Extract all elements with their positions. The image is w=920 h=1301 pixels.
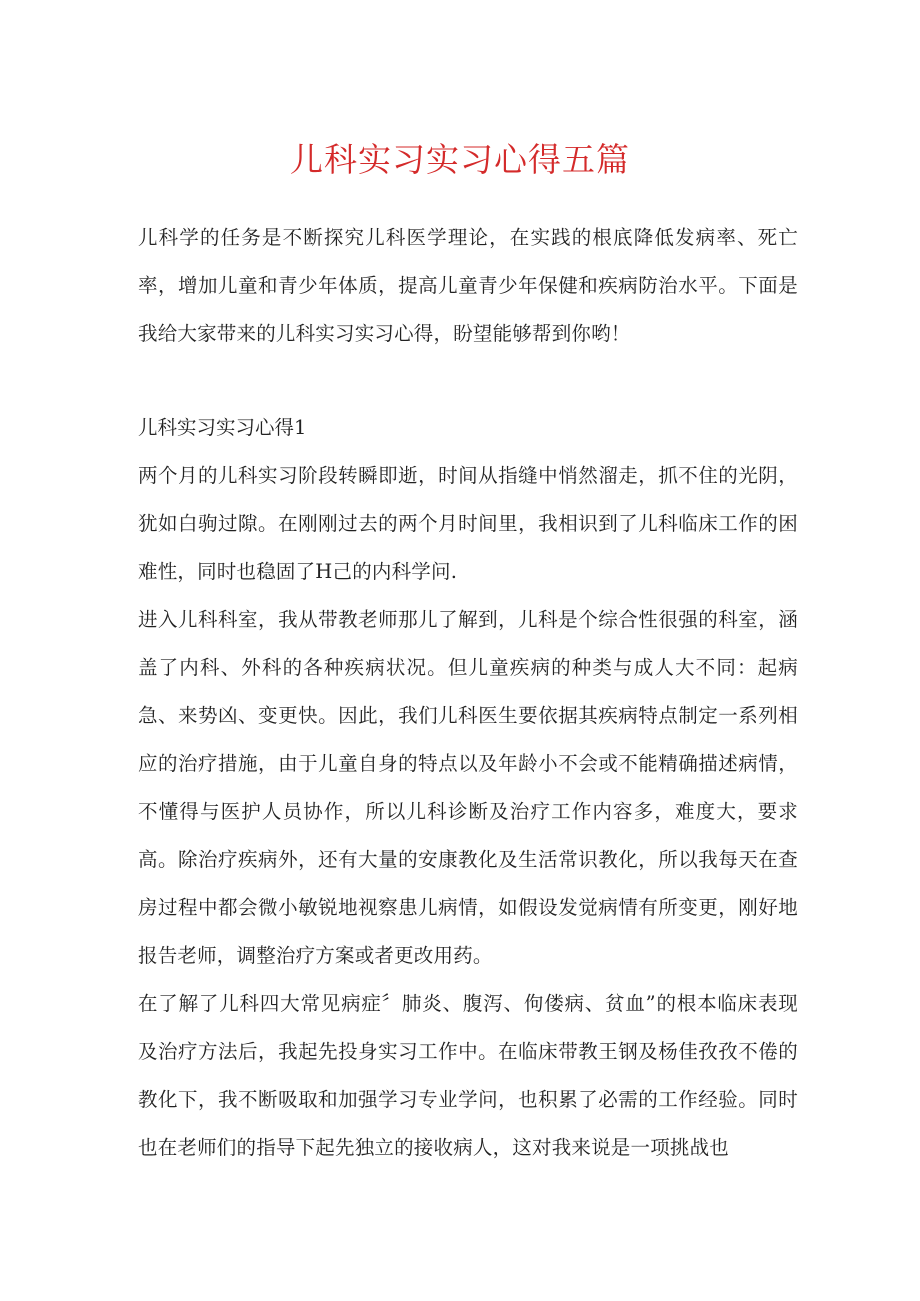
body-paragraph: 在了解了儿科四大常见病症〞肺炎、腹泻、佝偻病、贫血”的根本临床表现及治疗方法后，我起先投身实习工作中。在临床带教王钢及杨佳孜孜不倦的教化下，我不断吸取和加强学习专业学问，也积累了必需的工作经验。同时也在老师们的指导下起先独立的接收病人，这对我来说是一项挑战也 bbox=[138, 992, 798, 1159]
body-paragraph: 两个月的儿科实习阶段转瞬即逝，时间从指缝中悄然溜走，抓不住的光阴，犹如白驹过隙。在刚刚过去的两个月时间里，我相识到了儿科临床工作的困难性，同时也稳固了H己的内科学问. bbox=[138, 464, 798, 583]
document-body bbox=[138, 214, 798, 1172]
intro-paragraph: 儿科学的任务是不断探究儿科医学理论，在实践的根底降低发病率、死亡率，增加儿童和青少年体质，提高儿童青少年保健和疾病防治水平。下面是我给大家带来的儿科实习实习心得，盼望能够帮到你哟！ bbox=[138, 226, 798, 345]
body-paragraph: 进入儿科科室，我从带教老师那儿了解到，儿科是个综合性很强的科室，涵盖了内科、外科的各种疾病状况。但儿童疾病的种类与成人大不同：起病急、来势凶、变更快。因此，我们儿科医生要依据其疾病特点制定一系列相应的治疗措施，由于儿童自身的特点以及年龄小不会或不能精确描述病情，不懂得与医护人员协作，所以儿科诊断及治疗工作内容多，难度大，要求高。除治疗疾病外，还有大量的安康教化及生活常识教化，所以我每天在查房过程中都会微小敏锐地视察患儿病情，如假设发觉病情有所变更，刚好地报告老师，调整治疗方案或者更改用药。 bbox=[138, 608, 798, 967]
document-title: 儿科实习实习心得五篇 bbox=[290, 140, 630, 179]
section-heading: 儿科实习实习心得1 bbox=[138, 416, 307, 439]
